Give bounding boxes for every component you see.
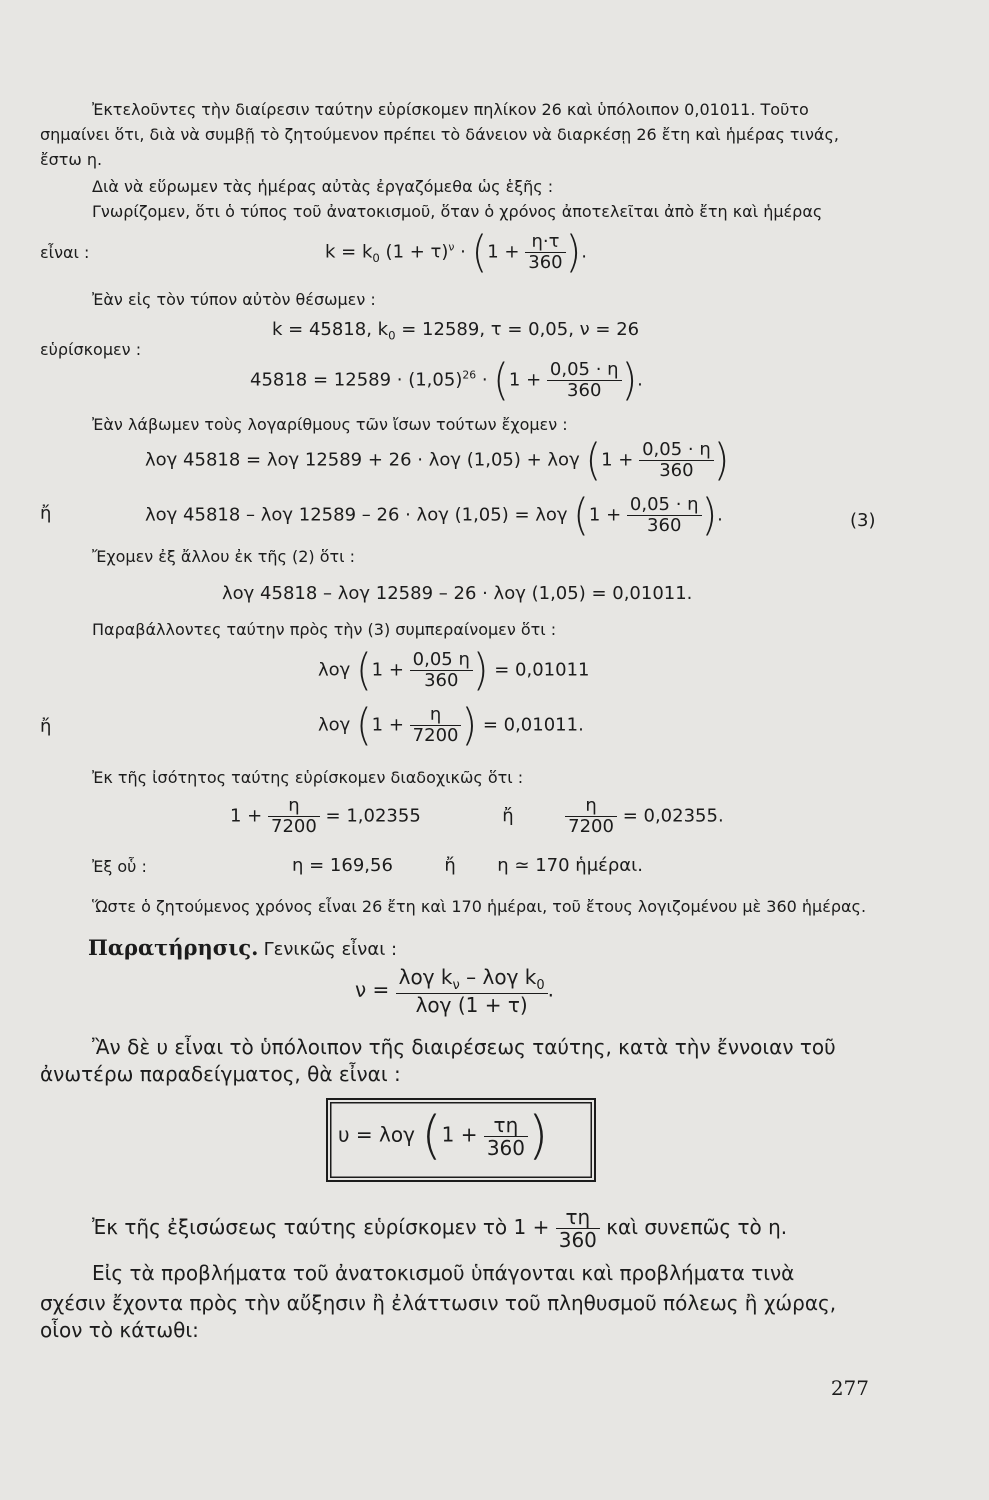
- paragraph-line: Ἂν δὲ υ εἶναι τὸ ὑπόλοιπον τῆς διαιρέσεως ταύτης, κατὰ τὴν ἔννοιαν τοῦ: [92, 1035, 836, 1059]
- paragraph-line: Εἰς τὰ προβλήματα τοῦ ἀνατοκισμοῦ ὑπάγονται καὶ προβλήματα τινὰ: [92, 1261, 795, 1285]
- page-number: 277: [830, 1376, 869, 1400]
- paragraph-line: οἷον τὸ κάτωθι:: [40, 1318, 199, 1342]
- label-einai: εἶναι :: [40, 243, 90, 262]
- label-eyriskomen: εὑρίσκομεν :: [40, 340, 142, 359]
- formula-logarithms: λογ 45818 = λογ 12589 + 26 · λογ (1,05) + λογ (1 + $\frac{0,05 \cdot \eta}{360}$ ): [145, 434, 730, 486]
- paragraph-line: Ὥστε ὁ ζητούμενος χρόνος εἶναι 26 ἔτη καὶ 170 ἡμέραι, τοῦ ἔτους λογιζομένου μὲ 360 ἡμέρας.: [92, 897, 867, 916]
- paragraph-line: σημαίνει ὅτι, διὰ νὰ συμβῇ τὸ ζητούμενον πρέπει τὸ δάνειον νὰ διαρκέσῃ 26 ἔτη καὶ ἡμέρας τινάς,: [40, 125, 839, 144]
- formula-conclusion-2: λογ (1 + $\frac{\eta}{7200}$ ) = 0,01011.: [318, 699, 584, 751]
- label-ex-ou: Ἐξ οὗ :: [92, 857, 147, 876]
- paragraph-line: Διὰ νὰ εὕρωμεν τὰς ἡμέρας αὐτὰς ἐργαζόμεθα ὡς ἑξῆς :: [92, 177, 554, 196]
- paragraph-line: Ἐὰν εἰς τὸν τύπον αὐτὸν θέσωμεν :: [92, 290, 376, 309]
- formula-antilog: 1 + $\frac{\eta}{7200}$ = 1,02355 ἤ $\frac{\eta}{7200}$ = 0,02355.: [230, 795, 724, 837]
- formula-from-2: λογ 45818 – λογ 12589 – 26 · λογ (1,05) = 0,01011.: [222, 583, 693, 604]
- formula-conclusion-1: λογ (1 + $\frac{0,05 \eta}{360}$ ) = 0,01011: [318, 644, 590, 696]
- boxed-formula: υ = λογ (1 + $\frac{\tau\eta}{360}$ ): [338, 1106, 549, 1166]
- paragraph-line: Παραβάλλοντες ταύτην πρὸς τὴν (3) συμπεραίνομεν ὅτι :: [92, 620, 557, 639]
- paragraph-line: Ἐκτελοῦντες τὴν διαίρεσιν ταύτην εὑρίσκομεν πηλίκον 26 καὶ ὑπόλοιπον 0,01011. Τοῦτο: [92, 100, 809, 119]
- paragraph-line: σχέσιν ἔχοντα πρὸς τὴν αὔξησιν ἢ ἐλάττωσιν τοῦ πληθυσμοῦ πόλεως ἢ χώρας,: [40, 1291, 837, 1315]
- formula-compound-interest: $k = k_0$ $(1 + \tau)^\nu \cdot (1$ + $\frac{\eta\cdot\tau}{360}$ ).: [325, 226, 587, 278]
- paragraph-line: Ἐὰν λάβωμεν τοὺς λογαρίθμους τῶν ἴσων τούτων ἔχομεν :: [92, 415, 568, 434]
- formula-3: λογ 45818 – λογ 12589 – 26 · λογ (1,05) = λογ (1 + $\frac{0,05 \cdot \eta}{360}$ ).: [145, 489, 723, 541]
- paragraph-line: ἀνωτέρω παραδείγματος, θὰ εἶναι :: [40, 1062, 401, 1086]
- paragraph-line: Ἐκ τῆς ἰσότητος ταύτης εὑρίσκομεν διαδοχικῶς ὅτι :: [92, 768, 524, 787]
- observation-heading: Παρατήρησις. Γενικῶς εἶναι :: [88, 935, 398, 960]
- paragraph-line: Γνωρίζομεν, ὅτι ὁ τύπος τοῦ ἀνατοκισμοῦ, ὅταν ὁ χρόνος ἀποτελεῖται ἀπὸ ἔτη καὶ ἡμέρας: [92, 202, 823, 221]
- conjunction-i: ἤ: [40, 503, 52, 524]
- formula-substituted: $45818 = 12589 \cdot (1,05)^{26} \cdot (1$ + $\frac{0,05 \cdot \eta}{360}$ ).: [250, 354, 643, 406]
- formula-general: ν = $\frac{\lambda o\gamma k_\nu - \lambda o\gamma k_0}{\text{λογ (1 + τ)}}$ .: [355, 965, 554, 1018]
- paragraph-line: Ἐκ τῆς ἐξισώσεως ταύτης εὑρίσκομεν τὸ 1 + $\frac{\tau\eta}{360}$ καὶ συνεπῶς τὸ η.: [92, 1205, 788, 1252]
- formula-values: k = 45818, $k_0 = 12589$, τ = 0,05, ν = 26: [272, 319, 640, 343]
- paragraph-line: Ἔχομεν ἐξ ἄλλου ἐκ τῆς (2) ὅτι :: [92, 547, 356, 566]
- equation-label: (3): [850, 510, 876, 531]
- paragraph-line: ἔστω η.: [40, 150, 103, 169]
- formula-result: η = 169,56 ἤ η ≃ 170 ἡμέραι.: [292, 855, 643, 876]
- conjunction-i: ἤ: [40, 716, 52, 737]
